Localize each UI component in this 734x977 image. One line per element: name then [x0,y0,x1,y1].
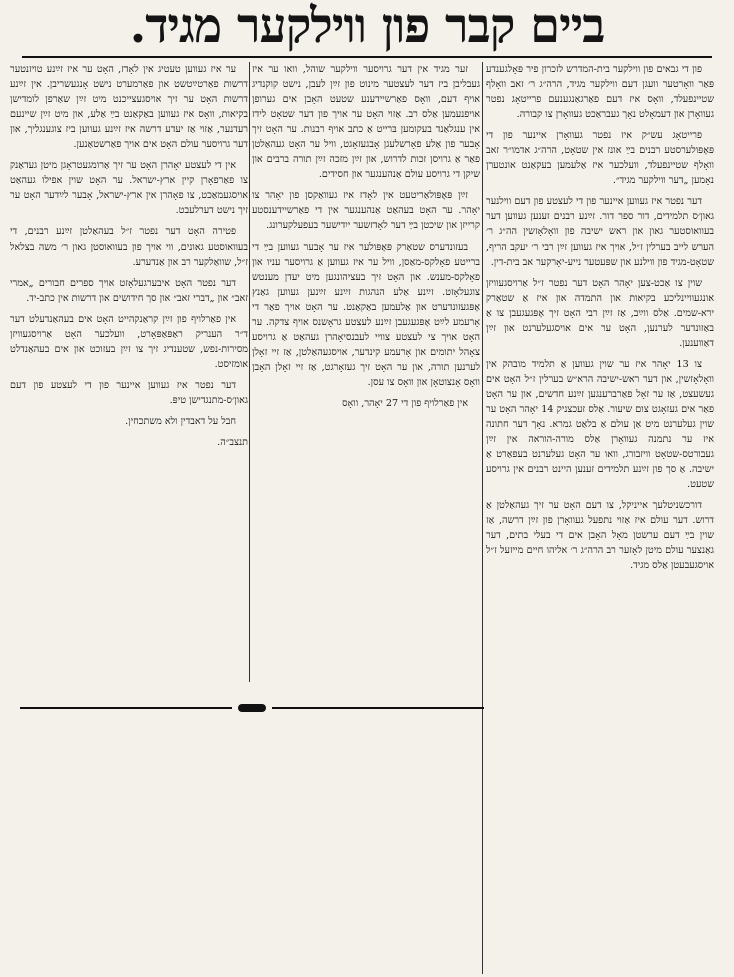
paragraph: דער נפטר איז געווען איינער פון די לעצטע פון דעם ווילנער גאון׳ס תלמידים, דור ספר דור. זײַנע רבנים זענען געווען דער בעוואוסטער גאון און ראש ישיבה פון וואָלאָזשין הה״ג ר׳ הערש לייב בערלין ז״ל, אויך איז געווען זײַן רבי ר׳ יעקב הריף, שטאָט-מגיד פון ווילנע און שפּעטער נייע-יאָרקער אב בית-דין. [486,196,714,268]
column-middle [252,62,480,417]
paragraph: ער איז געווען טעטיג אין לאָדז, האָט ער איז זײַנע טויזנטער דרשות פאַרטײַטשט און פאַרמערט נישט אָנגעשריבן. אין זײַנע דרשות האָט ער זיך אויסגעצייכנט מיט זײַן שאַרפן לומדישן בקיאות, וואָס איז געווען באַקאַנט בײַ אַלע, און מיט זײַן שיינעם רעדנער, אַזוי אַז יעדע דרשה איז זײַנע געווען ביז צוגענגליך, און דער גרויסער עולם האָט אים אויך פאַרשטאַנען. [10,64,248,151]
paragraph: דער נפטר איז געווען איינער פון די לעצטע פון דעם גאון׳ס-מתנגדישן טיפּ. [10,379,248,406]
paragraph: אין פאַרלויף פון זײַן קראַנקהייט האָט אים בעהאַנדעלט דער ד״ר הענריק ראַפּאַפּאָרט, וועלכער האָט אַרויסגעוויזן מסירות-נפש, שטענדיג זיך צו זײַן בעזוכט און אים בעהאַנדלט אומזיסט. [10,313,248,370]
column-left [10,62,248,456]
paragraph: זײַן פּאָפּולאַריטעט אין לאָדז איז געוואַקסן פון יאָהר צו יאָהר. ער האָט בעהאַט אַנהענגער אין די פאַרשיידענסטע קרייזן און שיכטן בײַ דער לאָדזשער ייִדישער בעפעלקערונג. [252,190,480,232]
paragraph: פרייטאָג עש״ק איז נפטר געוואָרן איינער פון די פּאָפּולערסטע רבנים בײַ אונז אין שטאָט, הרה״ג אדמו״ר זאב וואָלף שטיינפעלד, וועלכער איז אַלעמען בעקאַנט אונטערן נאָמען „דער ווילקער מגיד״. [486,130,714,187]
paragraph: דער נפטר האָט איבערגעלאָזט אויך ספרים חבורים „אמרי זאב״ און „דברי זאב״ און סך חידושים און דרשות אין כתב-יד. [10,277,248,304]
paragraph: שוין צו אַכט-צען יאָהר האָט דער נפטר ז״ל אַרויסגעוויזן אונגעוויינליכע בקיאות און התמדה און איז אַ שטאַרק ירא-שמים. אַלס ווײַב, אַז זײַן רבי האָט זיך אָפּגעגעבן צו אַ באַזונדער לערנען, האָט ער אים אויסגעלערנט און זײַן דאַווענען. [486,277,714,349]
article-headline: ביים קבר פון ווילקער מגיד. [129,0,605,54]
paragraph: חבל על דאבדין ולא משתכחין. [125,415,236,427]
end-rule-left [20,707,232,709]
paragraph: פטירה האָט דער נפטר ז״ל בעהאַלטן זײַנע רבנים, די בעוואוסטע גאונים, ווי אויך פון בעוואוסטן גאון ר׳ משה בצלאל ז״ל, שוואַלקער רב און אַנדערע. [10,226,248,268]
article-end-ornament [20,704,484,712]
paragraph: בעזונדערס שטאַרק פּאָפּולער איז ער אָבער געווען בײַ די ברייטע פאָלקס-מאַסן, וויל ער איז געווען אַ גרויסער עניו און פאָלקס-מענש. און האָט זיך בעציהונגען מיט יעדן מענטש צוגעלאָזט. זײַנע אַלע הנהגות זײַנע זײַנען געווען גאַנץ אָפּגעזונדערט און אַלעמען באַקאַנט. ער האָט אויך פאַר די אָרעמע לײַט אָפּגעגעבן זײַנע לעצטע גראָשנס אויף צדקה. ער האָט אויך צי לעצטע צוויי לעבנסיאָהרן געהאַט אַ גרויסע צאָהל יתומים און אָרעמע קינדער, אויסגעהאַלטן, אַז זיי זאָלן לערנען תורה, און ער האָט זיך געזאָרגט, אַז זיי זאָלן האָבן וואָס אָנצוטאָן און וואָס צו עסן. [252,241,480,388]
signature: תנצב״ה. [217,437,248,449]
column-separator [482,62,483,974]
paragraph: אין פאַרלויף פון די 27 יאָהר, וואָס [342,397,468,409]
end-rule-right [272,707,484,709]
paragraph: צו 13 יאָהר איז ער שוין געווען אַ תלמיד מובהק אין וואָלאָזשין, און דער ראש-ישיבה הרא״ש בערלין ז״ל האָט אים געשעצט, אַז ער זאָל פאַרברענגען זײַנע חדשים, און ער האָט פאַר אים געזאָגט צום שיעור. אַלס זעכצניק 14 יאָהר האָט ער שוין געלערנט מיט אַן עולם אַ בלאַט גמרא. נאָך דער חתונה איז ער נתמנה געוואָרן אַלס מורה-הוראה אין זײַן געבורטס-שטאָט וויזבורג, וואו ער האָט געלערנט בעפאַרט אַ ישיבה. אַ סך פון זײַנע תלמידים זענען היינט רבנים אין גרויסע שטעט. [486,358,714,491]
paragraph: זער מגיד אין דער גרויסער ווילקער שוהל, וואו ער איז געבליבן ביז דער לעצטער מינוט פון זײַן לעבן, נישט קוקנדיג אויף דעם, וואָס פאַרשיידענע שטעט האָבן אים גערופן אויפנעמען אַלס רב. אַזוי האָט ער אויך פון דער שטאָט לידז אין ענגלאַנד בעקומען בּרייט אַ כתב אויף רבנות. ער האָט זיך אָבער פון אַלע פאָרשלעגן אָבגעזאָגט, וויל ער האָט געהאַלטן פאַר אַ גרויסן זכות לדרוש, און זײַן מזכה זײַן תורה ברבים און שיקן די גרויסע עולם אַנהענגער און חסידים. [252,64,480,181]
end-ornament [238,704,266,712]
column-right [486,62,714,580]
paragraph: אין די לעצטע יאָהרן האָט ער זיך אַרומגעטראָגן מיטן געדאַנק צו פאַרפאָרן קיין ארץ-ישראל. ער האָט שוין אפילו געהאַט אויסגעמאַכט, צו פאָהרן אין ארץ-ישראל, אָבער לײַדער האָט ער זיך נישט דערלעבט. [10,160,248,217]
headline-rule [22,56,712,58]
column-separator [249,62,250,682]
paragraph: דורכשניטלעך אייניקל, צו דעם האָט ער זיך געהאַלטן אַ דרוש. דער עולם איז אַזוי נתפעל געוואָרן פון זײַן דרשה, אַז שוין בײַ דעם ערשטן מאָל האָבן אים די בעלי בתים, דער גאַנצער עולם מיטן לאָזער רב הרה״ג ר׳ אליהו חיים מייזעל ז״ל אויסגעבעטן אַלס מגיד. [486,500,714,572]
paragraph: פון די גבאים פון ווילקער בית-המדרש לזכרון פיר פּאָלגענדע פּאַר וואָרטער וועגן דעם ווילקער מגיד, הרה״ג ר׳ זאב וואָלף שטיינפעלד, וואָס איז דעם פאַרגאַנגענעם פרייטאָג נפטר געוואָרן און דעמאָלט נאָך געבראַכט געוואָרן צו קבורה. [486,64,714,121]
